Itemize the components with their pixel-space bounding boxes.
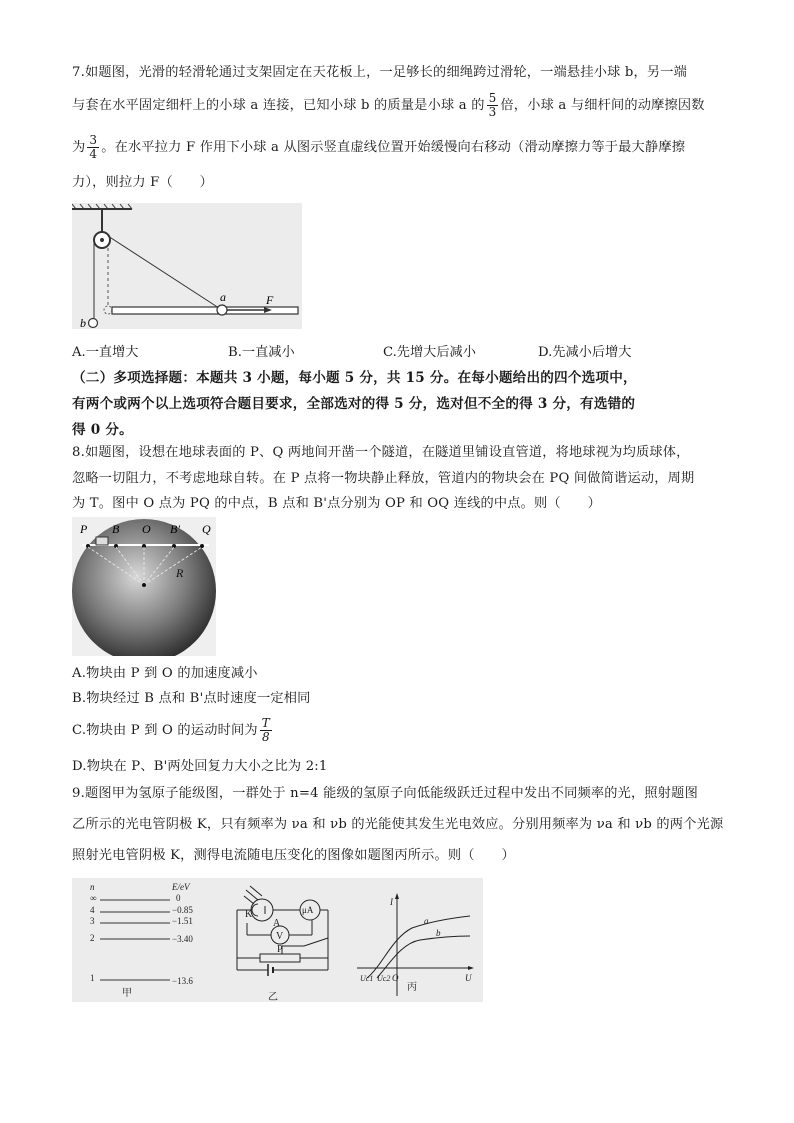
q7-line-2 (72, 92, 727, 119)
q7-line-3-pre: 为 (72, 140, 86, 155)
q8-option-c[interactable] (72, 717, 727, 744)
q7-option-d[interactable]: D.先减小后增大 (538, 345, 632, 360)
fig8-label-P: P (80, 522, 88, 536)
fig8-label-B: B (112, 522, 120, 536)
level-n-3: 3 (90, 916, 95, 926)
fig8-label-B-prime: B' (170, 522, 180, 536)
q8-figure (72, 517, 216, 656)
circuit-caption: 乙 (268, 992, 278, 1002)
fraction-3-4 (87, 134, 99, 161)
graph-label-a: a (424, 916, 429, 926)
circuit-label-uA: μA (302, 905, 314, 915)
fig8-label-Q: Q (202, 522, 211, 536)
circuit-label-A: A (273, 918, 281, 929)
level-n-1: 1 (90, 973, 95, 983)
level-n-2: 2 (90, 933, 95, 943)
level-E-3: −1.51 (172, 916, 193, 926)
circuit-label-P: P (277, 944, 283, 955)
level-n-inf: ∞ (90, 893, 97, 903)
frac-num: 3 (89, 133, 98, 147)
q7-option-c[interactable]: C.先增大后减小 (383, 345, 476, 360)
q9-figure (72, 878, 483, 1002)
frac-num: T (261, 716, 270, 730)
fig8-label-O: O (142, 522, 151, 536)
graph-label-Uc2: Uc2 (377, 974, 391, 983)
q7-option-a[interactable]: A.一直增大 (72, 345, 139, 360)
frac-num: 5 (488, 91, 497, 105)
graph-caption: 丙 (407, 982, 417, 993)
levels-n-header: n (90, 882, 95, 892)
circuit-label-K: K (245, 909, 253, 920)
circuit-label-V: V (276, 931, 284, 942)
graph-label-Uc1: Uc1 (360, 974, 374, 983)
level-E-4: −0.85 (172, 905, 193, 915)
section2-line-3: 得 0 分。 (72, 422, 133, 438)
fraction-T-8 (260, 717, 272, 744)
q7-line-1: 7.如题图，光滑的轻滑轮通过支架固定在天花板上，一足够长的细绳跨过滑轮，一端悬挂小球 b，另一端 (72, 65, 688, 80)
frac-den: 8 (261, 730, 270, 744)
q8-line-1: 8.如题图，设想在地球表面的 P、Q 两地间开凿一个隧道，在隧道里铺设直管道，将地球视为均质球体， (72, 445, 690, 460)
graph-label-b: b (436, 928, 441, 938)
frac-den: 3 (488, 105, 497, 119)
fig-label-b: b (80, 316, 86, 329)
q8-line-3: 为 T。图中 O 点为 PQ 的中点，B 点和 B'点分别为 OP 和 OQ 连线的中点。则（ ） (72, 496, 601, 511)
fig-label-a: a (220, 290, 226, 304)
q7-option-b[interactable]: B.一直减小 (228, 345, 295, 360)
levels-E-header: E/eV (172, 882, 190, 892)
q8-option-a[interactable]: A.物块由 P 到 O 的加速度减小 (72, 666, 258, 681)
fig-label-F: F (266, 293, 274, 307)
q9-line-3: 照射光电管阴极 K，测得电流随电压变化的图像如题图丙所示。则（ ） (72, 848, 515, 863)
q8-line-2: 忽略一切阻力，不考虑地球自转。在 P 点将一物块静止释放，管道内的物块会在 PQ 间做简谐运动，周期 (72, 471, 695, 486)
q7-line-4: 力），则拉力 F（ ） (72, 175, 214, 190)
graph-label-I: I (390, 897, 393, 907)
q8-option-b[interactable]: B.物块经过 B 点和 B'点时速度一定相同 (72, 691, 311, 706)
q7-line-3 (72, 134, 727, 161)
level-n-4: 4 (90, 905, 95, 915)
q7-line-3-post: 。在水平拉力 F 作用下小球 a 从图示竖直虚线位置开始缓慢向右移动（滑动摩擦力等于最大静摩擦 (101, 140, 686, 155)
section2-line-2: 有两个或两个以上选项符合题目要求，全部选对的得 5 分，选对但不全的得 3 分，有选错的 (72, 396, 636, 412)
q9-line-1: 9.题图甲为氢原子能级图，一群处于 n=4 能级的氢原子向低能级跃迁过程中发出不同频率的光，照射题图 (72, 786, 698, 801)
q9-line-2: 乙所示的光电管阴极 K，只有频率为 νa 和 νb 的光能使其发生光电效应。分别用频率为 νa 和 νb 的两个光源 (72, 817, 724, 832)
level-E-2: −3.40 (172, 934, 193, 944)
q8-option-c-text: C.物块由 P 到 O 的运动时间为 (72, 723, 258, 738)
q7-figure (72, 203, 302, 329)
frac-den: 4 (89, 147, 98, 161)
q8-option-d[interactable]: D.物块在 P、B'两处回复力大小之比为 2:1 (72, 759, 328, 774)
section2-line-1: （二）多项选择题：本题共 3 小题，每小题 5 分，共 15 分。在每小题给出的四个选项中， (72, 370, 637, 386)
fraction-5-3 (487, 92, 499, 119)
q7-line-2-post: 倍，小球 a 与细杆间的动摩擦因数 (500, 98, 705, 113)
level-E-1: −13.6 (172, 976, 193, 986)
graph-label-O: O (392, 973, 399, 983)
level-E-inf: 0 (176, 893, 181, 903)
graph-label-U: U (465, 973, 472, 983)
levels-caption: 甲 (122, 988, 132, 999)
fig8-label-R: R (176, 566, 184, 580)
q7-line-2-pre: 与套在水平固定细杆上的小球 a 连接，已知小球 b 的质量是小球 a 的 (72, 98, 485, 113)
